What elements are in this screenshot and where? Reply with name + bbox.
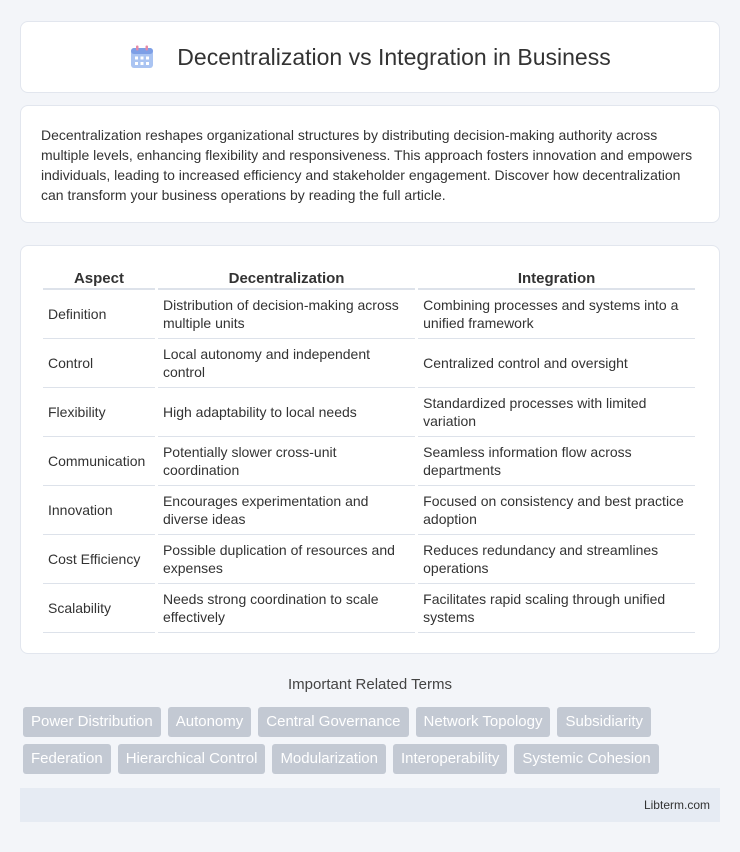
comparison-table xyxy=(40,266,698,633)
table-row xyxy=(43,290,695,339)
cell-decentralization: High adaptability to local needs xyxy=(158,388,415,437)
related-terms-title: Important Related Terms xyxy=(288,676,452,693)
table-row xyxy=(43,437,695,486)
tag-interoperability[interactable]: Interoperability xyxy=(393,744,507,774)
cell-integration: Facilitates rapid scaling through unified systems xyxy=(418,584,695,633)
calendar-icon xyxy=(129,44,155,70)
tag-modularization[interactable]: Modularization xyxy=(272,744,386,774)
cell-aspect: Definition xyxy=(43,290,155,339)
cell-decentralization: Potentially slower cross-unit coordination xyxy=(158,437,415,486)
title-card xyxy=(20,21,720,93)
cell-integration: Reduces redundancy and streamlines operations xyxy=(418,535,695,584)
table-row xyxy=(43,339,695,388)
cell-aspect: Scalability xyxy=(43,584,155,633)
tag-row xyxy=(23,744,723,774)
tag-federation[interactable]: Federation xyxy=(23,744,111,774)
footer-site-link[interactable]: Libterm.com xyxy=(643,798,710,812)
cell-aspect: Cost Efficiency xyxy=(43,535,155,584)
tag-central-governance[interactable]: Central Governance xyxy=(258,707,408,737)
comparison-card xyxy=(20,245,720,654)
related-terms-list xyxy=(23,707,723,781)
cell-integration: Standardized processes with limited variation xyxy=(418,388,695,437)
table-row xyxy=(43,584,695,633)
cell-aspect: Flexibility xyxy=(43,388,155,437)
table-row xyxy=(43,486,695,535)
cell-decentralization: Distribution of decision-making across multiple units xyxy=(158,290,415,339)
intro-paragraph: Decentralization reshapes organizational structures by distributing decision-making authority across multiple levels, enhancing flexibility and responsiveness. This approach fosters innovation and empowers individuals, leading to increased efficiency and stakeholder engagement. Discover how decentralization can transform your business operations by reading the full article. xyxy=(41,127,693,203)
tag-hierarchical-control[interactable]: Hierarchical Control xyxy=(118,744,266,774)
cell-integration: Seamless information flow across departments xyxy=(418,437,695,486)
header-decentralization: Decentralization xyxy=(158,266,415,290)
cell-integration: Combining processes and systems into a unified framework xyxy=(418,290,695,339)
tag-row xyxy=(23,707,723,737)
header-aspect: Aspect xyxy=(43,266,155,290)
header-integration: Integration xyxy=(418,266,695,290)
tag-systemic-cohesion[interactable]: Systemic Cohesion xyxy=(514,744,658,774)
cell-decentralization: Needs strong coordination to scale effectively xyxy=(158,584,415,633)
tag-power-distribution[interactable]: Power Distribution xyxy=(23,707,161,737)
tag-subsidiarity[interactable]: Subsidiarity xyxy=(557,707,651,737)
cell-decentralization: Encourages experimentation and diverse ideas xyxy=(158,486,415,535)
table-header-row xyxy=(43,266,695,290)
tag-network-topology[interactable]: Network Topology xyxy=(416,707,551,737)
page-title: Decentralization vs Integration in Business xyxy=(177,43,611,70)
cell-aspect: Control xyxy=(43,339,155,388)
cell-aspect: Innovation xyxy=(43,486,155,535)
intro-card xyxy=(20,105,720,223)
cell-integration: Focused on consistency and best practice adoption xyxy=(418,486,695,535)
table-row xyxy=(43,388,695,437)
cell-integration: Centralized control and oversight xyxy=(418,339,695,388)
footer xyxy=(20,788,720,822)
cell-decentralization: Local autonomy and independent control xyxy=(158,339,415,388)
cell-decentralization: Possible duplication of resources and expenses xyxy=(158,535,415,584)
table-row xyxy=(43,535,695,584)
cell-aspect: Communication xyxy=(43,437,155,486)
tag-autonomy[interactable]: Autonomy xyxy=(168,707,252,737)
